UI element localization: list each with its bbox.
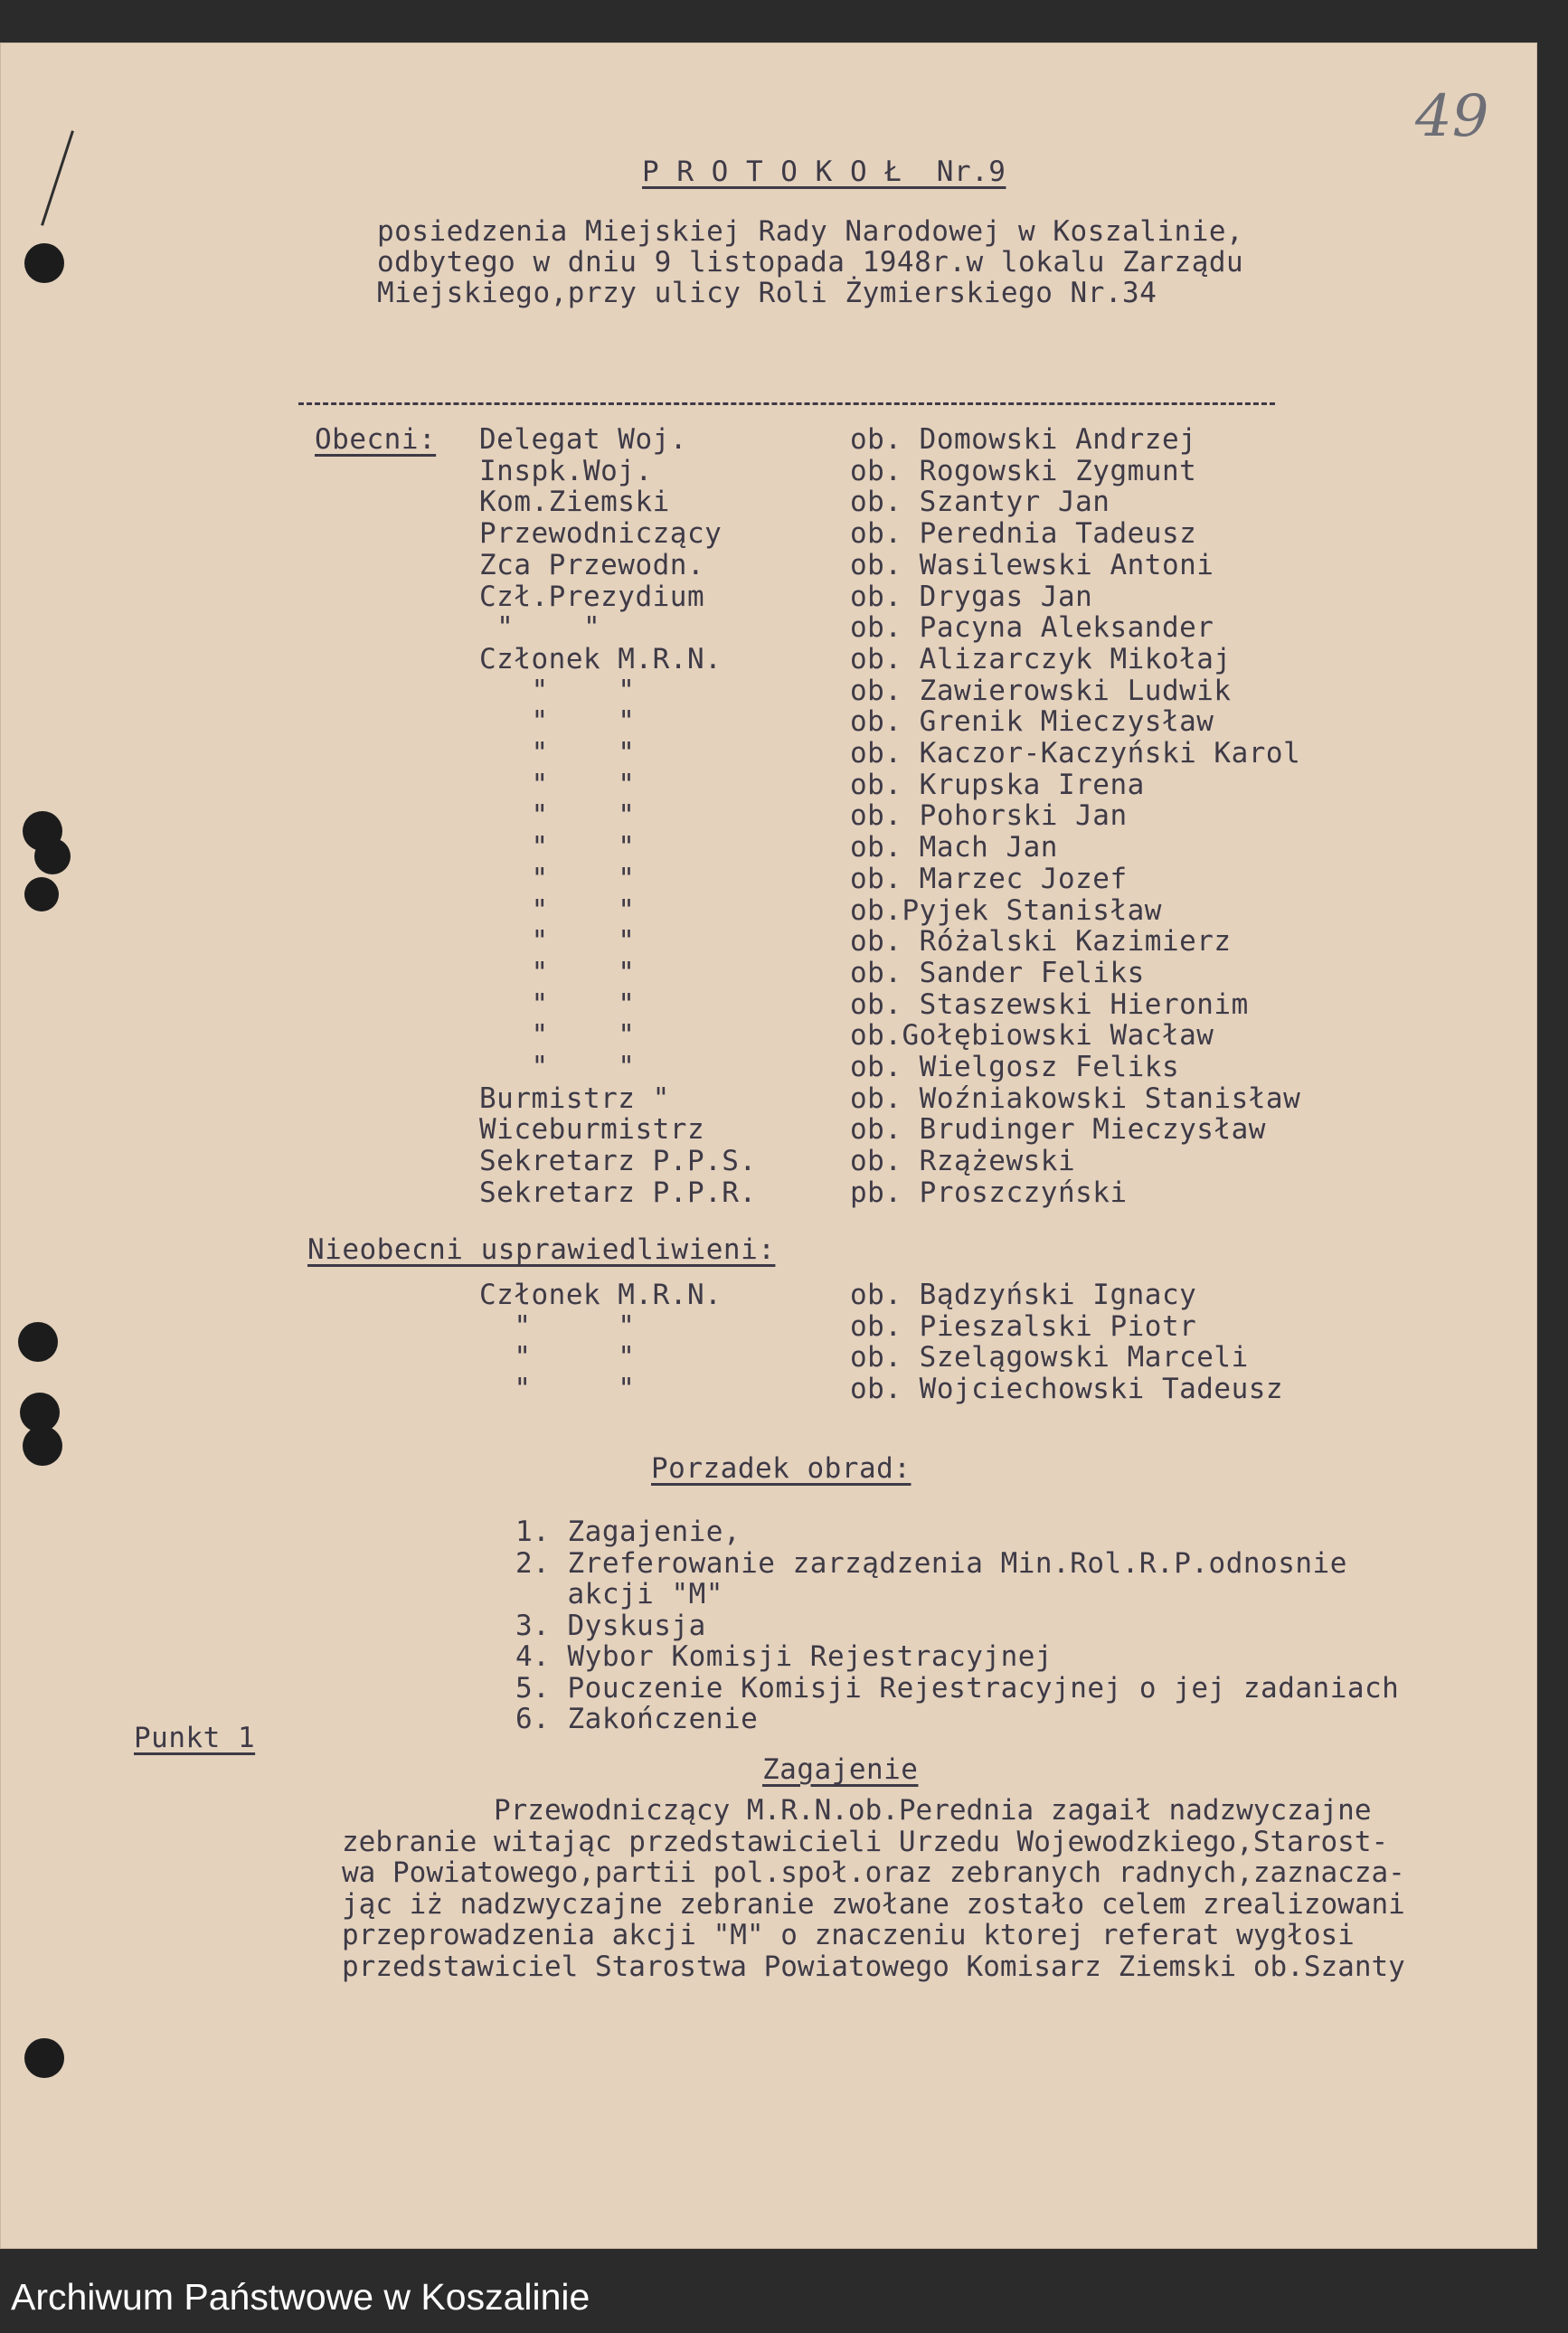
attendee-row: [0, 738, 1537, 770]
attendee-row: [0, 800, 1537, 832]
attendee-row: [0, 1146, 1537, 1177]
attendee-name: ob. Domowski Andrzej: [850, 423, 1197, 456]
absentee-row: [0, 1280, 1537, 1311]
attendee-name: ob. Brudinger Mieczysław: [850, 1113, 1266, 1147]
attendee-role: " ": [479, 987, 636, 1021]
attendee-name: ob. Zawierowski Ludwik: [850, 674, 1232, 707]
agenda-label: Porzadek obrad:: [651, 1452, 912, 1485]
absentee-name: ob. Wojciechowski Tadeusz: [850, 1373, 1284, 1406]
attendee-role: " ": [479, 956, 636, 989]
absentee-role: " ": [479, 1373, 636, 1406]
absentee-row: [0, 1342, 1537, 1374]
page-number: 49: [1415, 83, 1489, 150]
subtitle-line: Miejskiego,przy ulicy Roli Żymierskiego Nr.34: [377, 277, 1157, 309]
absentee-name: ob. Bądzyński Ignacy: [850, 1279, 1197, 1311]
absentee-role: " ": [479, 1309, 636, 1343]
attendee-row: [0, 644, 1537, 675]
attendee-name: ob. Sander Feliks: [850, 956, 1145, 989]
attendee-row: [0, 1114, 1537, 1146]
agenda-item: 4. Wybor Komisji Rejestracyjnej: [515, 1640, 1053, 1673]
attendee-row: [0, 456, 1537, 487]
punch-hole: [23, 1426, 62, 1466]
attendee-row: [0, 424, 1537, 456]
document-page: [0, 43, 1537, 2249]
absentee-row: [0, 1374, 1537, 1405]
agenda-item: 5. Pouczenie Komisji Rejestracyjnej o jej zadaniach: [515, 1671, 1400, 1705]
attendee-role: Delegat Woj.: [479, 423, 687, 456]
attendee-row: [0, 832, 1537, 864]
separator-dashed-line: [298, 402, 1275, 405]
agenda-item: 3. Dyskusja: [515, 1609, 706, 1642]
attendee-role: Zca Przewodn.: [479, 548, 705, 581]
attendee-name: ob. Szantyr Jan: [850, 486, 1110, 519]
paragraph-line: jąc iż nadzwyczajne zebranie zwołane zostało celem zrealizowani: [342, 1887, 1405, 1921]
attendee-row: [0, 1177, 1537, 1209]
agenda-item: 2. Zreferowanie zarządzenia Min.Rol.R.P.odnosnie: [515, 1546, 1347, 1580]
attendee-role: Inspk.Woj.: [479, 454, 653, 487]
archive-name: Archiwum Państwowe w Koszalinie: [11, 2276, 590, 2318]
punch-hole: [24, 2038, 64, 2078]
attendee-name: ob. Rzążewski: [850, 1145, 1076, 1178]
attendee-row: [0, 895, 1537, 927]
archive-footer: [0, 2256, 1568, 2333]
attendee-name: ob. Alizarczyk Mikołaj: [850, 642, 1232, 675]
attendee-role: " ": [479, 1019, 636, 1053]
attendee-name: ob. Rogowski Zygmunt: [850, 454, 1197, 487]
paragraph-line: zebranie witając przedstawicieli Urzedu Wojewodzkiego,Starost-: [342, 1825, 1389, 1858]
attendee-row: [0, 1083, 1537, 1115]
attendee-row: [0, 612, 1537, 644]
attendee-role: Czł.Prezydium: [479, 580, 705, 613]
attendee-row: [0, 581, 1537, 613]
attendee-row: [0, 675, 1537, 707]
attendee-name: ob. Perednia Tadeusz: [850, 517, 1197, 551]
attendee-name: ob. Wasilewski Antoni: [850, 548, 1214, 581]
punch-hole: [24, 243, 64, 283]
attendee-role: " ": [479, 862, 636, 895]
attendee-role: Burmistrz ": [479, 1081, 670, 1115]
attendee-role: Przewodniczący: [479, 517, 723, 551]
attendee-name: ob.Pyjek Stanisław: [850, 893, 1162, 927]
attendee-name: ob. Marzec Jozef: [850, 862, 1128, 895]
absentee-role: " ": [479, 1341, 636, 1374]
attendee-row: [0, 958, 1537, 989]
attendee-role: " ": [479, 1051, 636, 1083]
attendee-role: " ": [479, 893, 636, 927]
attendee-row: [0, 486, 1537, 518]
attendee-name: pb. Proszczyński: [850, 1176, 1128, 1209]
paragraph-line: przeprowadzenia akcji "M" o znaczeniu ktorej referat wygłosi: [342, 1919, 1355, 1951]
paragraph-line: Przewodniczący M.R.N.ob.Perednia zagaił nadzwyczajne: [342, 1794, 1372, 1827]
attendee-name: ob. Wielgosz Feliks: [850, 1051, 1180, 1083]
attendee-role: " ": [479, 799, 636, 833]
subtitle-line: posiedzenia Miejskiej Rady Narodowej w Koszalinie,: [377, 215, 1244, 248]
attendee-name: ob.Gołębiowski Wacław: [850, 1019, 1214, 1053]
point-heading: Zagajenie: [762, 1753, 919, 1786]
attendee-row: [0, 1020, 1537, 1052]
subtitle-line: odbytego w dniu 9 listopada 1948r.w lokalu Zarządu: [377, 246, 1244, 279]
attendee-role: " ": [479, 705, 636, 739]
margin-pen-mark: [41, 130, 74, 226]
attendee-name: ob. Kaczor-Kaczyński Karol: [850, 737, 1301, 770]
agenda-item: akcji "M": [515, 1578, 723, 1610]
attendee-name: ob. Mach Jan: [850, 831, 1058, 864]
attendee-name: ob. Woźniakowski Stanisław: [850, 1081, 1301, 1115]
attendee-role: Członek M.R.N.: [479, 642, 723, 675]
attendee-row: [0, 989, 1537, 1021]
attendee-row: [0, 926, 1537, 958]
attendee-role: " ": [479, 674, 636, 707]
paragraph-line: wa Powiatowego,partii pol.społ.oraz zebranych radnych,zaznacza-: [342, 1856, 1405, 1889]
attendee-row: [0, 1052, 1537, 1083]
present-label: Obecni:: [315, 423, 437, 456]
point-margin-label: Punkt 1: [134, 1722, 256, 1754]
attendee-row: [0, 706, 1537, 738]
protocol-title: P R O T O K O Ł Nr.9: [642, 156, 1006, 188]
attendee-row: [0, 550, 1537, 581]
attendee-name: ob. Pacyna Aleksander: [850, 611, 1214, 645]
agenda-item: 1. Zagajenie,: [515, 1516, 741, 1548]
attendee-role: Sekretarz P.P.S.: [479, 1145, 757, 1178]
absentee-name: ob. Szelągowski Marceli: [850, 1341, 1249, 1374]
attendee-role: Kom.Ziemski: [479, 486, 670, 519]
attendee-name: ob. Staszewski Hieronim: [850, 987, 1249, 1021]
absentee-name: ob. Pieszalski Piotr: [850, 1309, 1197, 1343]
attendee-row: [0, 864, 1537, 895]
attendee-row: [0, 518, 1537, 550]
absentee-role: Członek M.R.N.: [479, 1279, 723, 1311]
attendee-name: ob. Krupska Irena: [850, 768, 1145, 801]
attendee-role: " ": [479, 831, 636, 864]
attendee-name: ob. Drygas Jan: [850, 580, 1093, 613]
attendee-role: " ": [479, 925, 636, 959]
attendee-row: [0, 770, 1537, 801]
attendee-role: " ": [479, 768, 636, 801]
attendee-name: ob. Różalski Kazimierz: [850, 925, 1232, 959]
attendee-name: ob. Pohorski Jan: [850, 799, 1128, 833]
attendee-role: Sekretarz P.P.R.: [479, 1176, 757, 1209]
attendee-name: ob. Grenik Mieczysław: [850, 705, 1214, 739]
paragraph-line: przedstawiciel Starostwa Powiatowego Komisarz Ziemski ob.Szanty: [342, 1950, 1405, 1983]
agenda-item: 6. Zakończenie: [515, 1703, 759, 1735]
attendee-role: Wiceburmistrz: [479, 1113, 705, 1147]
attendee-role: " ": [479, 737, 636, 770]
absent-label: Nieobecni usprawiedliwieni:: [307, 1233, 776, 1266]
attendee-role: " ": [479, 611, 601, 645]
absentee-row: [0, 1311, 1537, 1343]
